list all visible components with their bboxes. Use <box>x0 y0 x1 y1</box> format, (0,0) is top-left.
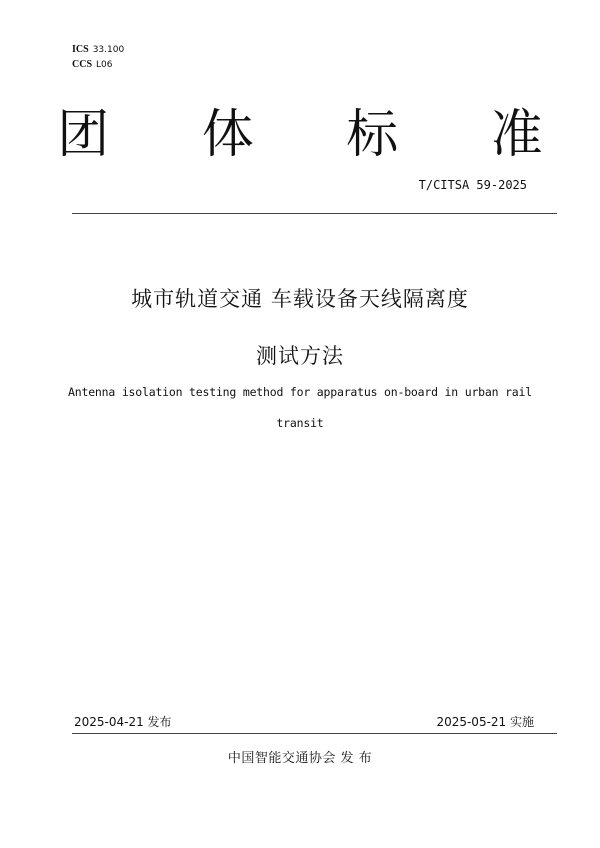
standard-type-title: 团 体 标 准 <box>57 105 581 165</box>
ccs-value: L06 <box>96 60 113 70</box>
ics-code <box>72 44 124 56</box>
document-title-en-line2: transit <box>276 416 324 430</box>
ics-value: 33.100 <box>92 45 125 55</box>
standard-number: T/CITSA 59-2025 <box>418 178 527 192</box>
ccs-code <box>72 59 112 71</box>
implement-date: 2025-05-21 实施 <box>436 715 534 729</box>
document-title-en-line1: Antenna isolation testing method for apparatus on-board in urban rail <box>68 385 532 399</box>
header-divider <box>72 213 557 214</box>
document-title-cn-line1: 城市轨道交通 车载设备天线隔离度 <box>131 287 469 311</box>
publisher-line: 中国智能交通协会 发 布 <box>227 751 373 766</box>
ics-label: ICS <box>72 44 89 55</box>
document-title-cn-line2: 测试方法 <box>256 344 344 368</box>
footer-divider <box>72 733 557 734</box>
ccs-label: CCS <box>72 59 93 70</box>
publish-date: 2025-04-21 发布 <box>74 715 172 729</box>
